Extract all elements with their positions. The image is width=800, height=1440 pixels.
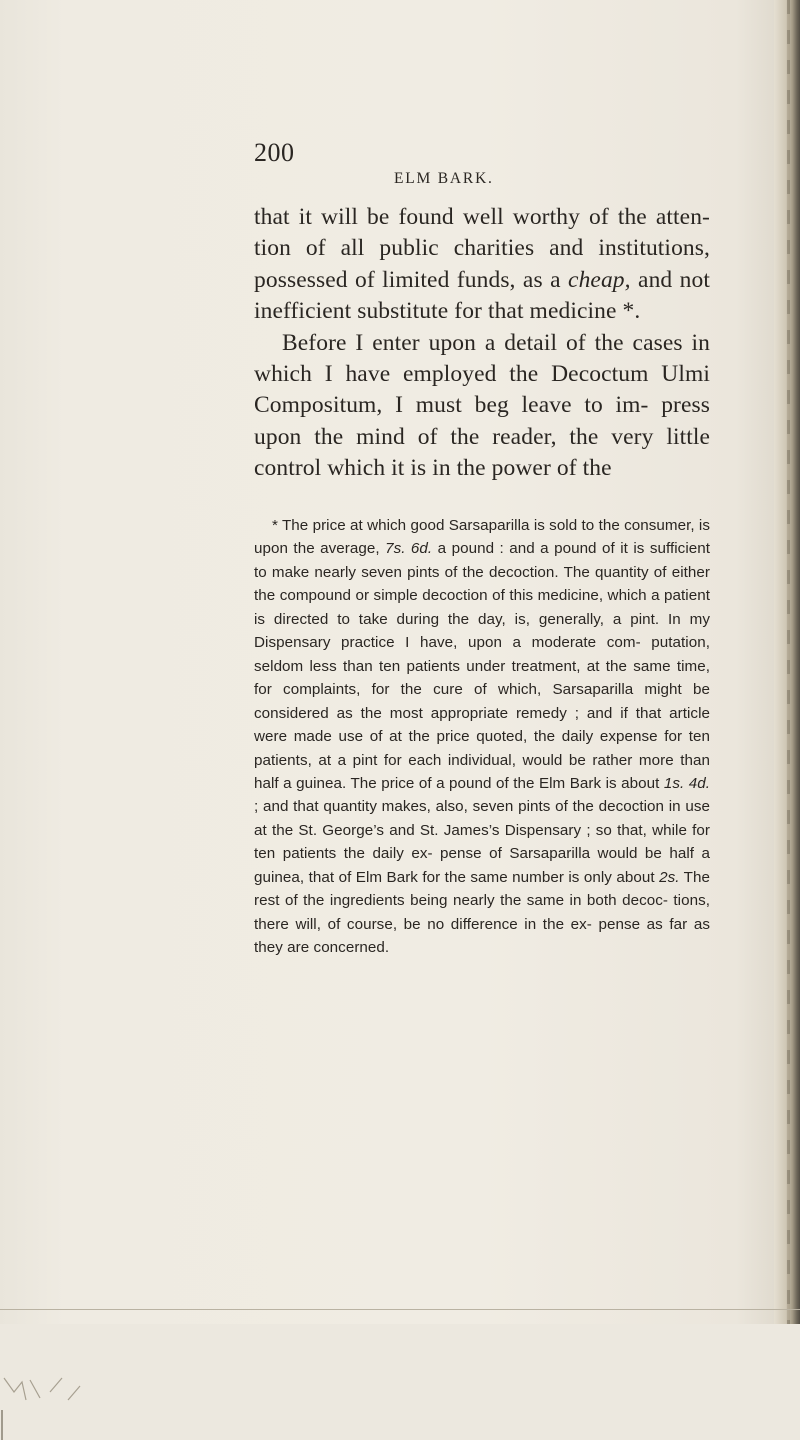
footnote-text-3: ; and that quantity makes, also, seven pints of the decoction in use at the St. George’s and St. James’s Dispensary ; so that, while for ten patients the daily ex- pense of Sarsaparilla would be half a guinea, that of Elm Bark for the same number is only about [254, 798, 710, 886]
page-edge-texture [787, 0, 790, 1324]
page-number: 200 [254, 138, 295, 167]
footnote-price-daily: 2s. [659, 868, 680, 886]
footnote-price-elm-bark: 1s. 4d. [663, 774, 710, 792]
main-text [254, 202, 710, 485]
page-bottom-edge [0, 1309, 800, 1310]
footnote [254, 514, 710, 960]
footnote-text-1: * The price at which good Sarsaparilla is sold to the consumer, is upon the average, [254, 517, 710, 558]
footnote-text-4: The rest of the ingredients being nearly the same in both decoc- tions, there will, of course, be no difference in the ex- pense as far as they are concerned. [254, 868, 710, 957]
paragraph-1-text: that it will be found well worthy of the atten- tion of all public charities and institutions, possessed of limited funds, as a [254, 204, 710, 293]
footnote-text-2: a pound : and a pound of it is sufficient to make nearly seven pints of the decoction. The quantity of either the compound or simple decoction of this medicine, which a patient is directed to take during the day, is, generally, a pint. In my Dispensary practice I have, upon a moderate com- putation, seldom less than ten patients under treatment, at the same time, for complaints, for the cure of which, Sarsaparilla might be considered as the most appropriate remedy ; and if that article were made use of at the price quoted, the daily expense for ten patients, at a pint for each individual, would be rather more than half a guinea. The price of a pound of the Elm Bark is about [254, 540, 711, 792]
paragraph-1-text-end: and not inefficient substitute for that medicine *. [254, 266, 710, 325]
footnote-price-sarsaparilla: 7s. 6d. [385, 540, 433, 558]
paragraph-2: Before I enter upon a detail of the cases in which I have employed the Decoctum Ulmi Compositum, I must beg leave to im- press upon the mind of the reader, the very little control which it is in the power of the [254, 329, 710, 482]
footnote-paragraph [254, 514, 710, 960]
corner-stain-mark [0, 1370, 110, 1440]
emphasis-cheap: cheap, [568, 266, 631, 293]
running-head: ELM BARK. [394, 170, 494, 187]
paragraph-1 [254, 202, 710, 328]
